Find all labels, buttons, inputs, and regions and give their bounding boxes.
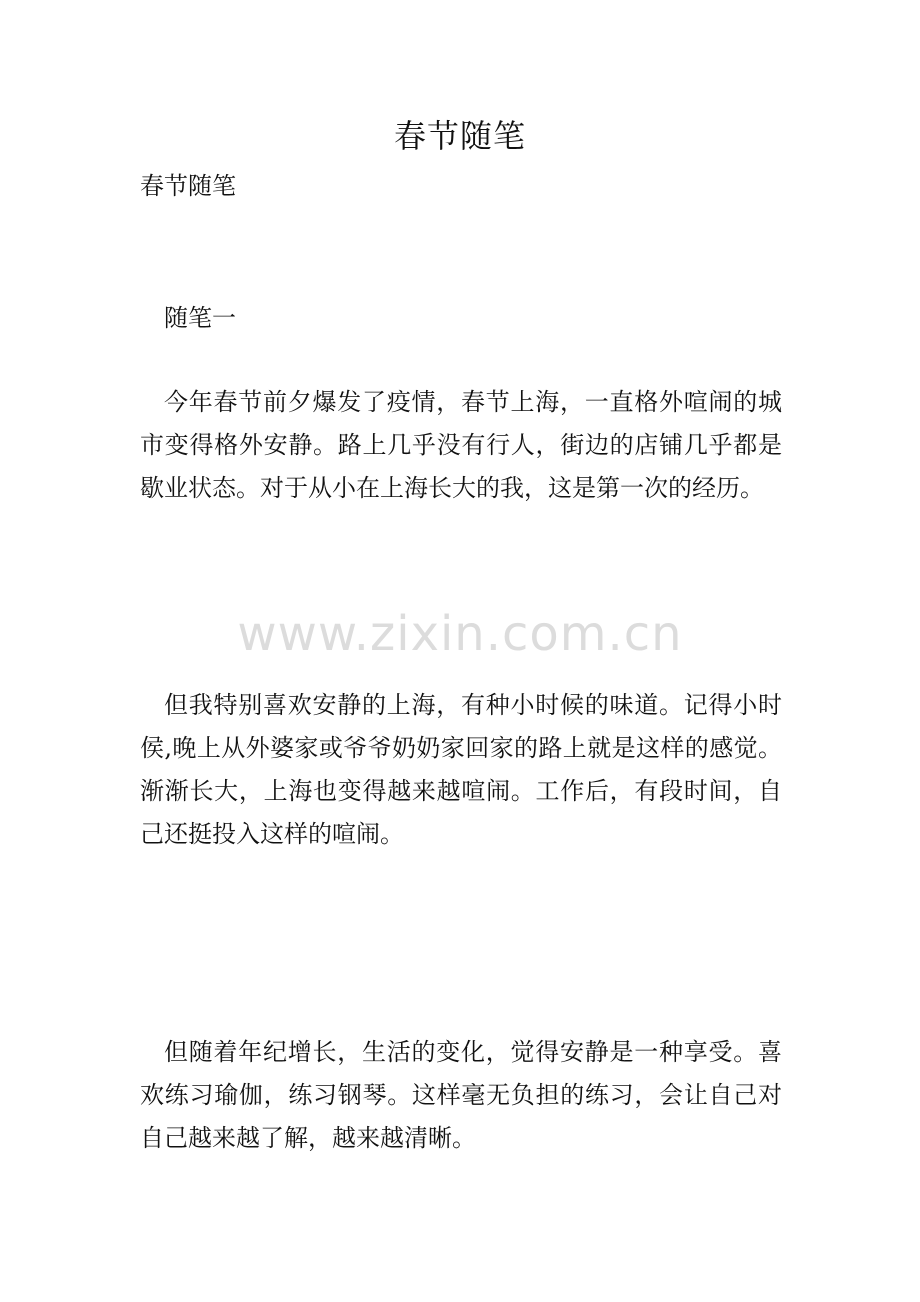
paragraph-2: 但我特别喜欢安静的上海，有种小时候的味道。记得小时侯,晚上从外婆家或爷爷奶奶家回家的路上就是这样的感觉。渐渐长大，上海也变得越来越喧闹。工作后，有段时间，自己还挺投入这样的喧闹。: [140, 691, 782, 848]
paragraph-1: 今年春节前夕爆发了疫情，春节上海，一直格外喧闹的城市变得格外安静。路上几乎没有行人，街边的店铺几乎都是歇业状态。对于从小在上海长大的我，这是第一次的经历。: [140, 388, 782, 502]
watermark-text: www.zixin.com.cn: [237, 606, 683, 662]
document-title: 春节随笔: [393, 117, 526, 155]
paragraph-3: 但随着年纪增长，生活的变化，觉得安静是一种享受。喜欢练习瑜伽，练习钢琴。这样毫无负担的练习，会让自己对自己越来越了解，越来越清晰。: [140, 1038, 782, 1152]
document-subtitle: 春节随笔: [140, 172, 236, 200]
section-heading: 随笔一: [164, 304, 236, 332]
